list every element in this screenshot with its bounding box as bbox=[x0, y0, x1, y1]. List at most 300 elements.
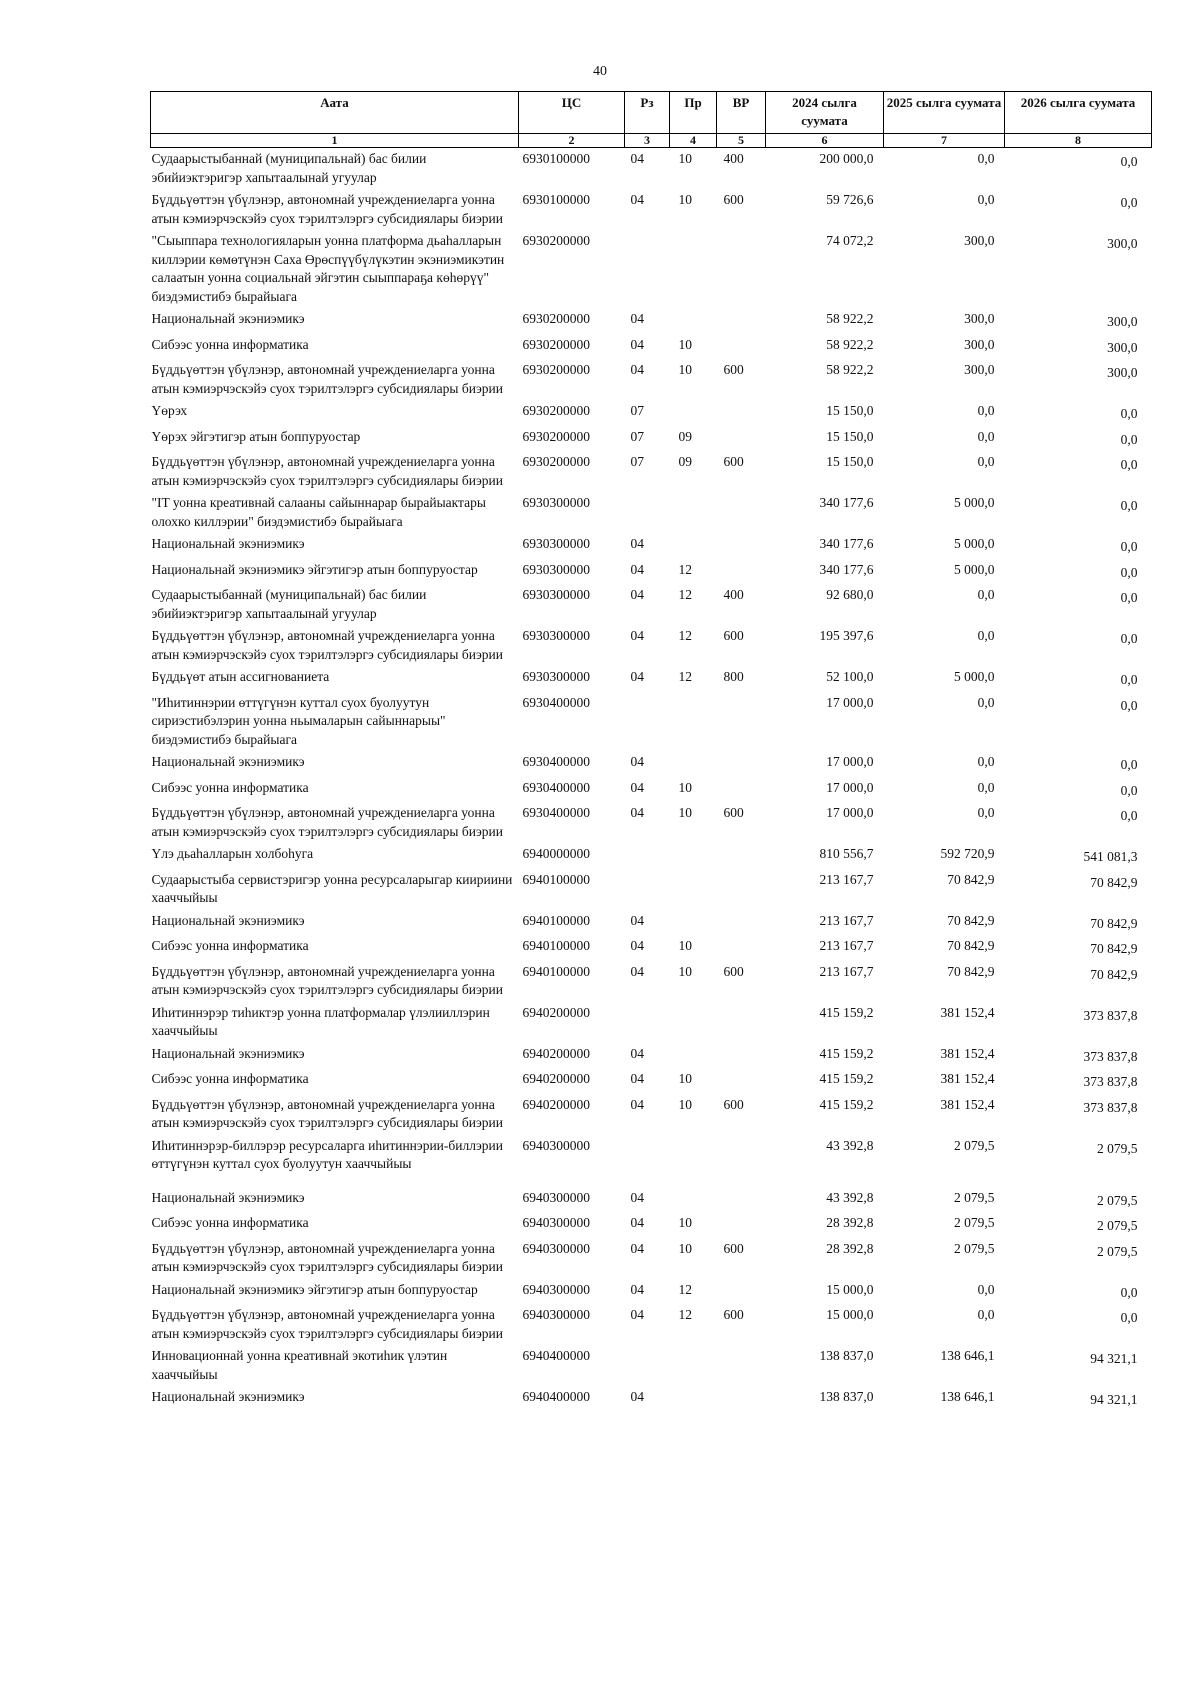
row-2026: 94 321,1 bbox=[1090, 1351, 1138, 1366]
row-2024: 138 837,0 bbox=[819, 1389, 874, 1404]
row-2024: 74 072,2 bbox=[826, 233, 874, 248]
page-number: 40 bbox=[593, 64, 607, 79]
row-2024: 58 922,2 bbox=[826, 336, 874, 352]
row-2026: 300,0 bbox=[1107, 314, 1138, 329]
row-rz bbox=[625, 869, 670, 910]
row-name: Национальнай экэниэмикэ bbox=[151, 912, 305, 928]
row-pr: 10 bbox=[678, 805, 692, 820]
row-2025: 300,0 bbox=[964, 233, 995, 248]
row-name: Иһитиннэрэр тиһиктэр уонна платформалар үлэлииллэрин хааччыйыы bbox=[151, 1004, 490, 1038]
row-name: Национальнай экэниэмикэ эйгэтигэр атын боппуруостар bbox=[151, 1281, 478, 1297]
header-2024: 2024 сылга суумата bbox=[766, 92, 884, 134]
row-2024: 15 150,0 bbox=[826, 428, 874, 444]
table-row bbox=[151, 559, 1152, 585]
row-cs: 6930300000 bbox=[522, 669, 590, 684]
row-rz: 04 bbox=[630, 1240, 644, 1256]
row-pr: 12 bbox=[678, 1281, 692, 1297]
row-2025: 70 842,9 bbox=[947, 912, 995, 928]
header-pr: Пр bbox=[670, 92, 717, 134]
row-2025: 592 720,9 bbox=[940, 846, 995, 861]
table-row bbox=[151, 451, 1152, 492]
row-2026: 0,0 bbox=[1120, 1284, 1138, 1300]
table-row bbox=[151, 230, 1152, 308]
row-2025: 138 646,1 bbox=[940, 1389, 995, 1404]
row-2025: 0,0 bbox=[977, 428, 995, 444]
row-2025: 70 842,9 bbox=[947, 871, 995, 887]
row-cs: 6940300000 bbox=[522, 1307, 590, 1322]
header-row bbox=[151, 92, 1152, 134]
row-vr: 600 bbox=[723, 1307, 744, 1322]
row-vr bbox=[717, 1068, 766, 1094]
row-2024: 15 150,0 bbox=[826, 454, 874, 469]
row-2024: 213 167,7 bbox=[819, 963, 874, 979]
index-cell: 3 bbox=[625, 134, 670, 148]
table-row bbox=[151, 400, 1152, 426]
index-cell: 8 bbox=[1005, 134, 1152, 148]
row-cs: 6940100000 bbox=[522, 963, 590, 979]
row-2025: 300,0 bbox=[964, 311, 995, 326]
row-cs: 6940100000 bbox=[522, 938, 590, 953]
row-name: Сибээс уонна информатика bbox=[151, 779, 309, 795]
index-cell: 7 bbox=[884, 134, 1005, 148]
row-pr bbox=[670, 533, 717, 559]
row-2026: 0,0 bbox=[1120, 457, 1138, 472]
row-2026: 70 842,9 bbox=[1090, 966, 1138, 982]
row-2026: 0,0 bbox=[1120, 154, 1138, 169]
row-pr bbox=[670, 692, 717, 752]
row-rz bbox=[625, 492, 670, 533]
row-2024: 17 000,0 bbox=[826, 779, 874, 795]
row-2024: 340 177,6 bbox=[819, 561, 874, 577]
row-vr bbox=[717, 910, 766, 936]
row-2024: 59 726,6 bbox=[826, 192, 874, 207]
row-pr bbox=[670, 1043, 717, 1069]
row-vr bbox=[717, 492, 766, 533]
row-2025: 5 000,0 bbox=[954, 536, 995, 551]
row-cs: 6940300000 bbox=[522, 1189, 590, 1205]
row-2024: 43 392,8 bbox=[826, 1189, 874, 1205]
row-vr: 600 bbox=[723, 1240, 744, 1256]
row-name: Сибээс уонна информатика bbox=[151, 1215, 309, 1230]
row-name: Сибээс уонна информатика bbox=[151, 1071, 309, 1086]
table-body bbox=[151, 148, 1152, 1412]
row-rz: 04 bbox=[630, 1096, 644, 1112]
table-row bbox=[151, 1279, 1152, 1305]
table-row bbox=[151, 1386, 1152, 1412]
row-cs: 6940300000 bbox=[522, 1240, 590, 1256]
row-cs: 6940300000 bbox=[522, 1281, 590, 1297]
row-name: Национальнай экэниэмикэ bbox=[151, 1045, 305, 1061]
row-2026: 0,0 bbox=[1120, 808, 1138, 823]
row-name: Бүддьүөттэн үбүлэнэр, автономнай учреждениеларга уонна атын кэмиэрчэскэйэ суох тэрилтэлэргэ субсидиялары биэрии bbox=[151, 628, 503, 662]
table-row bbox=[151, 910, 1152, 936]
row-2025: 70 842,9 bbox=[947, 963, 995, 979]
table-row bbox=[151, 308, 1152, 334]
row-rz: 04 bbox=[630, 963, 644, 979]
row-name: Судаарыстыбаннай (муниципальнай) бас билии эбийиэктэригэр хапытаалынай угуулар bbox=[151, 587, 427, 621]
row-2024: 17 000,0 bbox=[826, 805, 874, 820]
row-2024: 28 392,8 bbox=[826, 1240, 874, 1256]
row-rz: 07 bbox=[630, 403, 644, 418]
row-vr bbox=[717, 230, 766, 308]
row-name: Бүддьүөттэн үбүлэнэр, автономнай учреждениеларга уонна атын кэмиэрчэскэйэ суох тэрилтэлэргэ субсидиялары биэрии bbox=[151, 362, 503, 396]
row-2026: 70 842,9 bbox=[1090, 874, 1138, 890]
row-2024: 138 837,0 bbox=[819, 1348, 874, 1363]
row-rz: 04 bbox=[630, 1189, 644, 1205]
row-2024: 52 100,0 bbox=[826, 669, 874, 684]
row-2026: 0,0 bbox=[1120, 1310, 1138, 1325]
row-2024: 810 556,7 bbox=[819, 846, 874, 861]
row-rz bbox=[625, 1002, 670, 1043]
row-2024: 17 000,0 bbox=[826, 754, 874, 769]
row-vr: 600 bbox=[723, 192, 744, 207]
row-2026: 373 837,8 bbox=[1083, 1007, 1138, 1023]
row-2026: 0,0 bbox=[1120, 195, 1138, 210]
row-2025: 5 000,0 bbox=[954, 495, 995, 510]
table-row bbox=[151, 1304, 1152, 1345]
row-rz: 04 bbox=[630, 628, 644, 643]
table-row bbox=[151, 359, 1152, 400]
row-rz: 04 bbox=[630, 362, 644, 377]
row-vr bbox=[717, 400, 766, 426]
row-rz: 04 bbox=[630, 1389, 644, 1404]
row-2024: 213 167,7 bbox=[819, 912, 874, 928]
row-2025: 70 842,9 bbox=[947, 938, 995, 953]
row-2024: 15 000,0 bbox=[826, 1281, 874, 1297]
row-2026: 300,0 bbox=[1107, 365, 1138, 380]
row-pr: 10 bbox=[678, 362, 692, 377]
row-2024: 415 159,2 bbox=[819, 1004, 874, 1020]
row-2024: 28 392,8 bbox=[826, 1215, 874, 1230]
row-2026: 70 842,9 bbox=[1090, 941, 1138, 956]
row-pr: 10 bbox=[678, 1240, 692, 1256]
row-cs: 6930300000 bbox=[522, 561, 590, 577]
row-vr bbox=[717, 1345, 766, 1386]
row-vr bbox=[717, 692, 766, 752]
row-name: Бүддьүөттэн үбүлэнэр, автономнай учреждениеларга уонна атын кэмиэрчэскэйэ суох тэрилтэлэргэ субсидиялары биэрии bbox=[151, 963, 503, 997]
row-2025: 381 152,4 bbox=[940, 1071, 995, 1086]
row-2026: 0,0 bbox=[1120, 590, 1138, 605]
row-vr: 400 bbox=[723, 587, 744, 602]
row-2025: 300,0 bbox=[964, 362, 995, 377]
row-name: Бүддьүөттэн үбүлэнэр, автономнай учреждениеларга уонна атын кэмиэрчэскэйэ суох тэрилтэлэргэ субсидиялары биэрии bbox=[151, 192, 503, 226]
row-cs: 6930200000 bbox=[522, 362, 590, 377]
row-2024: 17 000,0 bbox=[826, 694, 874, 710]
row-2024: 415 159,2 bbox=[819, 1045, 874, 1061]
index-cell: 4 bbox=[670, 134, 717, 148]
row-2024: 340 177,6 bbox=[819, 495, 874, 510]
row-rz: 04 bbox=[630, 754, 644, 769]
row-2026: 373 837,8 bbox=[1083, 1048, 1138, 1064]
row-2024: 58 922,2 bbox=[826, 362, 874, 377]
row-2026: 0,0 bbox=[1120, 782, 1138, 798]
row-2025: 381 152,4 bbox=[940, 1045, 995, 1061]
table-row bbox=[151, 1135, 1152, 1187]
table-row bbox=[151, 1043, 1152, 1069]
row-2026: 300,0 bbox=[1107, 236, 1138, 251]
row-vr: 600 bbox=[723, 805, 744, 820]
table-row bbox=[151, 189, 1152, 230]
row-2026: 0,0 bbox=[1120, 406, 1138, 421]
row-2026: 94 321,1 bbox=[1090, 1392, 1138, 1407]
row-2025: 381 152,4 bbox=[940, 1004, 995, 1020]
table-row bbox=[151, 869, 1152, 910]
row-2026: 2 079,5 bbox=[1097, 1140, 1138, 1156]
row-cs: 6930200000 bbox=[522, 233, 590, 248]
row-pr: 12 bbox=[678, 669, 692, 684]
row-pr: 09 bbox=[678, 454, 692, 469]
row-vr bbox=[717, 1212, 766, 1238]
row-2026: 0,0 bbox=[1120, 539, 1138, 554]
row-vr bbox=[717, 1187, 766, 1213]
row-name: "IT уонна креативнай салааны сайыннарар бырайыактары олохко киллэрии" биэдэмистибэ бырайыага bbox=[151, 495, 486, 529]
row-cs: 6930200000 bbox=[522, 336, 590, 352]
row-2026: 541 081,3 bbox=[1083, 849, 1138, 864]
row-2024: 92 680,0 bbox=[826, 587, 874, 602]
row-2024: 195 397,6 bbox=[819, 628, 874, 643]
row-cs: 6940000000 bbox=[522, 846, 590, 861]
row-2026: 2 079,5 bbox=[1097, 1192, 1138, 1208]
row-rz: 04 bbox=[630, 1307, 644, 1322]
table-row bbox=[151, 625, 1152, 666]
row-pr: 12 bbox=[678, 561, 692, 577]
row-name: Бүддьүөттэн үбүлэнэр, автономнай учреждениеларга уонна атын кэмиэрчэскэйэ суох тэрилтэлэргэ субсидиялары биэрии bbox=[151, 454, 503, 488]
row-2024: 58 922,2 bbox=[826, 311, 874, 326]
row-name: Национальнай экэниэмикэ bbox=[151, 754, 305, 769]
table-row bbox=[151, 666, 1152, 692]
row-pr bbox=[670, 1345, 717, 1386]
header-name: Аата bbox=[151, 92, 519, 134]
row-rz: 04 bbox=[630, 151, 644, 166]
row-2026: 300,0 bbox=[1107, 339, 1138, 355]
row-2026: 373 837,8 bbox=[1083, 1074, 1138, 1089]
row-cs: 6930100000 bbox=[522, 192, 590, 207]
row-2026: 373 837,8 bbox=[1083, 1099, 1138, 1115]
row-2026: 0,0 bbox=[1120, 431, 1138, 447]
row-cs: 6930300000 bbox=[522, 587, 590, 602]
budget-table bbox=[150, 91, 1152, 1412]
row-2025: 5 000,0 bbox=[954, 561, 995, 577]
row-cs: 6940300000 bbox=[522, 1215, 590, 1230]
row-2025: 0,0 bbox=[977, 151, 995, 166]
row-name: Национальнай экэниэмикэ bbox=[151, 1389, 305, 1404]
table-row bbox=[151, 584, 1152, 625]
row-pr bbox=[670, 751, 717, 777]
row-pr bbox=[670, 308, 717, 334]
row-pr bbox=[670, 1187, 717, 1213]
row-pr: 10 bbox=[678, 1071, 692, 1086]
table-row bbox=[151, 492, 1152, 533]
row-2025: 0,0 bbox=[977, 1307, 995, 1322]
row-name: Үлэ дьаһалларын холбоһуга bbox=[151, 846, 314, 861]
row-pr: 12 bbox=[678, 628, 692, 643]
row-2025: 0,0 bbox=[977, 779, 995, 795]
row-2024: 200 000,0 bbox=[819, 151, 874, 166]
row-cs: 6930200000 bbox=[522, 311, 590, 326]
row-rz: 04 bbox=[630, 1045, 644, 1061]
row-2025: 0,0 bbox=[977, 192, 995, 207]
row-name: Бүддьүөттэн үбүлэнэр, автономнай учреждениеларга уонна атын кэмиэрчэскэйэ суох тэрилтэлэргэ субсидиялары биэрии bbox=[151, 1307, 503, 1341]
row-pr bbox=[670, 400, 717, 426]
row-vr: 600 bbox=[723, 628, 744, 643]
row-pr bbox=[670, 869, 717, 910]
index-cell: 6 bbox=[766, 134, 884, 148]
row-cs: 6940200000 bbox=[522, 1045, 590, 1061]
row-name: Национальнай экэниэмикэ эйгэтигэр атын боппуруостар bbox=[151, 561, 478, 577]
row-vr bbox=[717, 559, 766, 585]
row-2026: 70 842,9 bbox=[1090, 915, 1138, 931]
row-2025: 0,0 bbox=[977, 454, 995, 469]
row-pr bbox=[670, 230, 717, 308]
row-cs: 6930400000 bbox=[522, 754, 590, 769]
row-name: Сибээс уонна информатика bbox=[151, 336, 309, 352]
row-cs: 6930100000 bbox=[522, 151, 590, 166]
row-2024: 340 177,6 bbox=[819, 536, 874, 551]
row-name: Судаарыстыбаннай (муниципальнай) бас билии эбийиэктэригэр хапытаалынай угуулар bbox=[151, 151, 427, 185]
row-rz: 04 bbox=[630, 561, 644, 577]
row-rz: 04 bbox=[630, 1281, 644, 1297]
row-2026: 2 079,5 bbox=[1097, 1218, 1138, 1233]
index-cell: 5 bbox=[717, 134, 766, 148]
row-rz: 04 bbox=[630, 1071, 644, 1086]
row-vr bbox=[717, 843, 766, 869]
row-rz: 04 bbox=[630, 587, 644, 602]
row-vr bbox=[717, 1043, 766, 1069]
row-cs: 6930400000 bbox=[522, 694, 590, 710]
row-rz: 07 bbox=[630, 454, 644, 469]
row-rz: 04 bbox=[630, 192, 644, 207]
row-pr: 10 bbox=[678, 336, 692, 352]
row-cs: 6930200000 bbox=[522, 428, 590, 444]
table-row bbox=[151, 1187, 1152, 1213]
row-vr: 800 bbox=[723, 669, 744, 684]
row-2025: 2 079,5 bbox=[954, 1137, 995, 1153]
row-2025: 0,0 bbox=[977, 754, 995, 769]
row-rz: 04 bbox=[630, 336, 644, 352]
row-rz bbox=[625, 230, 670, 308]
row-cs: 6940200000 bbox=[522, 1096, 590, 1112]
row-cs: 6940100000 bbox=[522, 871, 590, 887]
row-2025: 0,0 bbox=[977, 403, 995, 418]
row-rz bbox=[625, 843, 670, 869]
row-cs: 6930300000 bbox=[522, 628, 590, 643]
row-pr bbox=[670, 910, 717, 936]
table-row bbox=[151, 426, 1152, 452]
row-vr bbox=[717, 777, 766, 803]
header-cs: ЦС bbox=[519, 92, 625, 134]
row-2025: 2 079,5 bbox=[954, 1215, 995, 1230]
table-row bbox=[151, 148, 1152, 190]
row-pr: 10 bbox=[678, 1096, 692, 1112]
index-row bbox=[151, 134, 1152, 148]
row-vr: 600 bbox=[723, 1096, 744, 1112]
row-pr: 12 bbox=[678, 1307, 692, 1322]
row-2025: 0,0 bbox=[977, 628, 995, 643]
row-2026: 0,0 bbox=[1120, 631, 1138, 646]
row-2024: 415 159,2 bbox=[819, 1071, 874, 1086]
row-name: Иһитиннэрэр-биллэрэр ресурсаларга иһитиннэрии-биллэрии өттүгүнэн куттал суох буолуутун хааччыйыы bbox=[151, 1137, 503, 1171]
row-pr bbox=[670, 492, 717, 533]
row-2024: 415 159,2 bbox=[819, 1096, 874, 1112]
row-2025: 2 079,5 bbox=[954, 1189, 995, 1205]
row-vr bbox=[717, 334, 766, 360]
row-vr bbox=[717, 869, 766, 910]
row-2025: 138 646,1 bbox=[940, 1348, 995, 1363]
table-row bbox=[151, 1238, 1152, 1279]
row-cs: 6940100000 bbox=[522, 912, 590, 928]
row-cs: 6930300000 bbox=[522, 536, 590, 551]
header-rz: Рз bbox=[625, 92, 670, 134]
row-rz: 04 bbox=[630, 1215, 644, 1230]
row-pr: 09 bbox=[678, 428, 692, 444]
row-name: Национальнай экэниэмикэ bbox=[151, 536, 305, 551]
header-vr: ВР bbox=[717, 92, 766, 134]
row-pr bbox=[670, 843, 717, 869]
row-vr: 400 bbox=[723, 151, 744, 166]
row-cs: 6940300000 bbox=[522, 1137, 590, 1153]
row-pr bbox=[670, 1386, 717, 1412]
row-2026: 0,0 bbox=[1120, 498, 1138, 513]
table-row bbox=[151, 692, 1152, 752]
row-name: Судаарыстыба сервистэригэр уонна ресурсаларыгар киириини хааччыйыы bbox=[151, 871, 513, 905]
row-rz bbox=[625, 1345, 670, 1386]
row-name: Национальнай экэниэмикэ bbox=[151, 311, 305, 326]
row-cs: 6930400000 bbox=[522, 779, 590, 795]
row-vr bbox=[717, 1386, 766, 1412]
table-row bbox=[151, 334, 1152, 360]
row-rz: 07 bbox=[630, 428, 644, 444]
row-2024: 213 167,7 bbox=[819, 871, 874, 887]
row-rz: 04 bbox=[630, 669, 644, 684]
table-row bbox=[151, 1212, 1152, 1238]
row-vr bbox=[717, 426, 766, 452]
row-2025: 0,0 bbox=[977, 805, 995, 820]
row-2025: 0,0 bbox=[977, 694, 995, 710]
row-vr bbox=[717, 935, 766, 961]
row-cs: 6930300000 bbox=[522, 495, 590, 510]
row-name: "Иһитиннэрии өттүгүнэн куттал суох буолуутун сириэстибэлэрин уонна ньымаларын сайыннарыы" биэдэмистибэ бырайыага bbox=[151, 694, 446, 747]
row-vr: 600 bbox=[723, 362, 744, 377]
row-name: Үөрэх bbox=[151, 403, 188, 418]
row-rz: 04 bbox=[630, 938, 644, 953]
row-name: Үөрэх эйгэтигэр атын боппуруостар bbox=[151, 428, 361, 444]
row-2026: 0,0 bbox=[1120, 564, 1138, 580]
row-rz: 04 bbox=[630, 805, 644, 820]
table-row bbox=[151, 533, 1152, 559]
table-row bbox=[151, 777, 1152, 803]
table-row bbox=[151, 802, 1152, 843]
row-2025: 300,0 bbox=[964, 336, 995, 352]
table-row bbox=[151, 751, 1152, 777]
row-cs: 6940400000 bbox=[522, 1389, 590, 1404]
row-2026: 0,0 bbox=[1120, 757, 1138, 772]
row-2026: 0,0 bbox=[1120, 672, 1138, 687]
row-2025: 0,0 bbox=[977, 1281, 995, 1297]
table-row bbox=[151, 843, 1152, 869]
row-2025: 381 152,4 bbox=[940, 1096, 995, 1112]
row-2024: 15 150,0 bbox=[826, 403, 874, 418]
row-rz bbox=[625, 692, 670, 752]
row-2025: 0,0 bbox=[977, 587, 995, 602]
row-vr bbox=[717, 1279, 766, 1305]
row-vr bbox=[717, 1135, 766, 1187]
row-rz: 04 bbox=[630, 779, 644, 795]
row-name: Бүддьүөт атын ассигнованиета bbox=[151, 669, 330, 684]
row-pr: 10 bbox=[678, 938, 692, 953]
header-2025: 2025 сылга суумата bbox=[884, 92, 1005, 134]
row-pr bbox=[670, 1135, 717, 1187]
table-row bbox=[151, 961, 1152, 1002]
